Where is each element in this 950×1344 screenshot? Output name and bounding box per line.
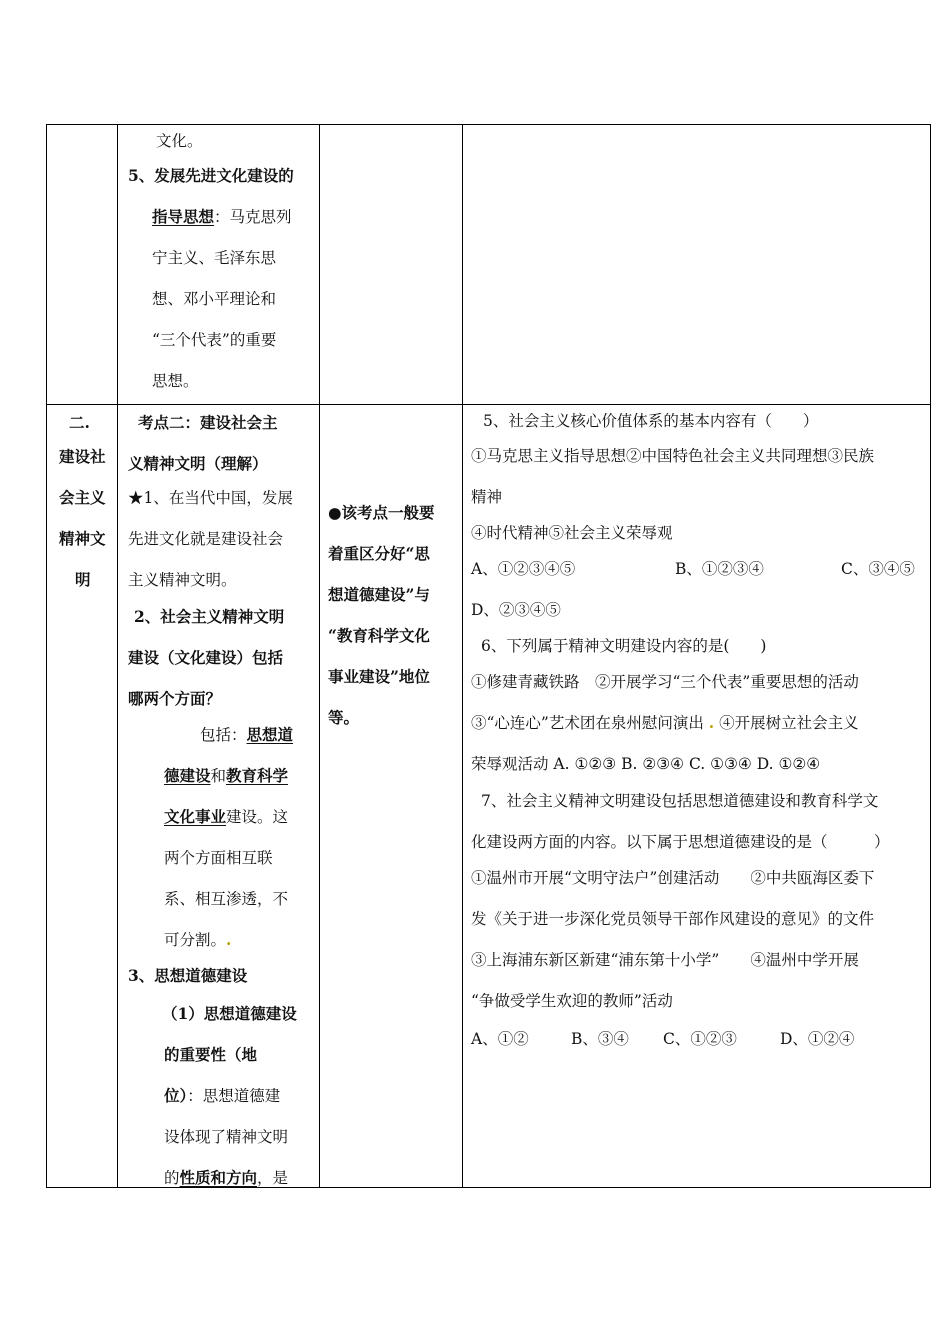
section-title-line: 会主义 [59, 488, 106, 507]
option-a: A、①②③④⑤ [471, 560, 576, 578]
text-line: ①马克思主义指导思想②中国特色社会主义共同理想③民族 [471, 447, 875, 465]
text-line: 考点二：建设社会主 [138, 413, 278, 432]
option-b: B、①②③④ [675, 560, 764, 578]
table-col-divider-2 [319, 124, 320, 1188]
text-span: 位） [164, 1086, 188, 1105]
text-span: 可分割。 [164, 931, 227, 949]
text-span: 的 [164, 1169, 180, 1187]
text-line [152, 205, 292, 227]
option-d: D、②③④⑤ [471, 601, 561, 619]
text-line: 化建设两方面的内容。以下属于思想道德建设的是（ ） [471, 833, 890, 851]
text-line: （1）思想道德建设 [162, 1004, 297, 1023]
text-line: ③上海浦东新区新建“浦东第十小学” ④温州中学开展 [471, 951, 859, 969]
text-line: 发《关于进一步深化党员领导干部作风建设的意见》的文件 [471, 910, 875, 928]
text-line [164, 928, 231, 950]
question-7: 7、社会主义精神文明建设包括思想道德建设和教育科学文 [481, 792, 879, 810]
text-line: 着重区分好“思 [328, 544, 430, 563]
text-span: . [226, 930, 232, 949]
section1-content-cell [118, 124, 318, 404]
text-span: ③“心连心”艺术团在泉州慰问演出 [471, 714, 704, 732]
text-line: 文化。 [156, 132, 203, 150]
text-line: ①温州市开展“文明守法户”创建活动 ②中共瓯海区委下 [471, 869, 875, 887]
text-span: ：思想道德建 [187, 1087, 281, 1105]
table-col-divider-3 [462, 124, 463, 1188]
text-line: 建设（文化建设）包括 [128, 648, 284, 667]
section-title-line: 明 [75, 570, 91, 589]
option-c: C、③④⑤ [841, 560, 915, 578]
text-line: 事业建设”地位 [328, 667, 430, 686]
text-line: 义精神文明（理解） [128, 454, 268, 473]
text-line: 想道德建设”与 [328, 585, 430, 604]
key-term: 文化事业 [164, 807, 227, 826]
text-span: 建设。这 [226, 808, 289, 826]
text-span: ④开展树立社会主义 [719, 714, 859, 732]
section-number: 二. [69, 413, 90, 432]
section-title-line: 精神文 [59, 529, 106, 548]
text-line: 的重要性（地 [164, 1045, 258, 1064]
text-line: 2、社会主义精神文明 [134, 607, 285, 626]
text-line: 哪两个方面？ [128, 689, 222, 708]
text-line: 5、发展先进文化建设的 [128, 166, 294, 185]
text-line: “教育科学文化 [328, 626, 430, 645]
text-span: 和 [210, 767, 227, 785]
text-line: 设体现了精神文明 [164, 1128, 289, 1146]
key-term: 指导思想 [152, 207, 215, 226]
text-line: “三个代表”的重要 [152, 331, 277, 349]
text-line: 先进文化就是建设社会 [128, 530, 284, 548]
text-line: “争做受学生欢迎的教师”活动 [471, 992, 673, 1010]
text-line: 等。 [328, 708, 360, 727]
text-line: 主义精神文明。 [128, 571, 237, 589]
key-term: 性质和方向 [179, 1168, 258, 1187]
option-b: B、③④ [571, 1030, 629, 1048]
option-c: C、①②③ [663, 1030, 737, 1048]
table-row-divider [46, 404, 931, 405]
question-6: 6、下列属于精神文明建设内容的是( ) [481, 637, 767, 655]
text-line: ●该考点一般要 [328, 503, 435, 522]
text-line: 思想。 [152, 372, 199, 390]
table-border-right [930, 124, 931, 1188]
text-line: 荣辱观活动 A. ①②③ B. ②③④ C. ①③④ D. ①②④ [471, 755, 821, 773]
text-line [471, 711, 859, 733]
text-line: 精神 [471, 488, 503, 506]
question-5: 5、社会主义核心价值体系的基本内容有（ ） [483, 412, 819, 430]
text-line: 宁主义、毛泽东思 [152, 249, 277, 267]
key-term: 德建设 [164, 766, 211, 785]
option-d: D、①②④ [780, 1030, 855, 1048]
text-line: 系、相互渗透，不 [164, 890, 289, 908]
table-border-left [46, 124, 47, 1188]
key-term: 教育科学 [226, 766, 289, 785]
text-line [164, 805, 288, 827]
option-a: A、①② [471, 1030, 529, 1048]
section-title-line: 建设社 [59, 447, 106, 466]
text-line: ①修建青藏铁路 ②开展学习“三个代表”重要思想的活动 [471, 673, 859, 691]
text-span: ，是 [257, 1169, 289, 1187]
text-line: ④时代精神⑤社会主义荣辱观 [471, 524, 673, 542]
text-line [164, 1084, 280, 1106]
text-line [164, 1166, 288, 1188]
text-line: ★1、在当代中国，发展 [128, 489, 293, 507]
text-span: ：马克思列 [214, 208, 292, 226]
text-span: . [708, 713, 715, 732]
text-line [164, 764, 288, 786]
text-span: 包括： [200, 726, 247, 744]
text-line: 两个方面相互联 [164, 849, 273, 867]
text-line: 想、邓小平理论和 [152, 290, 277, 308]
key-term: 思想道 [246, 725, 294, 744]
text-line: 3、思想道德建设 [128, 966, 248, 985]
text-line [200, 723, 293, 745]
